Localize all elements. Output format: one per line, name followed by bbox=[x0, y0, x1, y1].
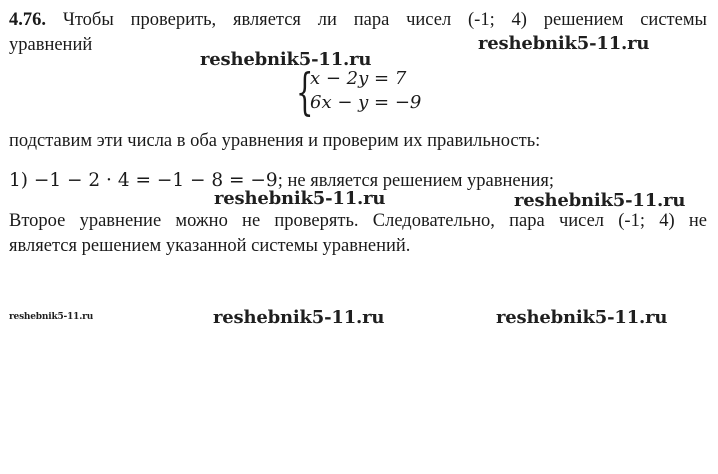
watermark: reshebnik5-11.ru bbox=[200, 49, 372, 70]
word: не bbox=[688, 211, 707, 231]
watermark: reshebnik5-11.ru bbox=[496, 307, 668, 328]
word: проверять. bbox=[274, 211, 359, 231]
problem-line-1 bbox=[9, 9, 707, 31]
watermark: reshebnik5-11.ru bbox=[213, 307, 385, 328]
word: Следовательно, bbox=[372, 211, 495, 231]
word: пара bbox=[509, 211, 545, 231]
word: (-1; bbox=[468, 10, 495, 30]
word: (-1; bbox=[618, 211, 645, 231]
word: 4) bbox=[659, 211, 675, 231]
text-line-5 bbox=[9, 210, 707, 232]
watermark: reshebnik5-11.ru bbox=[214, 188, 386, 209]
check-result: ; не является решением уравнения; bbox=[277, 171, 555, 191]
word: системы bbox=[640, 10, 707, 30]
word: чисел bbox=[406, 10, 452, 30]
watermark: reshebnik5-11.ru bbox=[478, 33, 650, 54]
word: не bbox=[242, 211, 261, 231]
watermark: reshebnik5-11.ru bbox=[514, 190, 686, 211]
word: решением bbox=[543, 10, 624, 30]
word: ли bbox=[317, 10, 337, 30]
word: является bbox=[232, 10, 301, 30]
word: чисел bbox=[558, 211, 605, 231]
brace-icon: { bbox=[296, 63, 314, 121]
equation-2: 6x − y = −9 bbox=[310, 92, 422, 113]
word: уравнение bbox=[79, 211, 162, 231]
word: проверить, bbox=[130, 10, 217, 30]
word: 4) bbox=[511, 10, 527, 30]
word: можно bbox=[175, 211, 228, 231]
equation-1: x − 2y = 7 bbox=[310, 68, 407, 89]
watermark: reshebnik5-11.ru bbox=[9, 312, 94, 322]
word: пара bbox=[353, 10, 390, 30]
text-line-6: является решением указанной системы уравнений. bbox=[9, 236, 411, 256]
problem-line-2: уравнений bbox=[9, 35, 93, 55]
word: Чтобы bbox=[62, 10, 114, 30]
text-line-3: подставим эти числа в оба уравнения и проверим их правильность: bbox=[9, 131, 541, 151]
check-calculation: 1) −1 − 2 · 4 = −1 − 8 = −9 bbox=[9, 170, 278, 191]
word: Второе bbox=[9, 211, 66, 231]
problem-number: 4.76. bbox=[9, 10, 46, 30]
